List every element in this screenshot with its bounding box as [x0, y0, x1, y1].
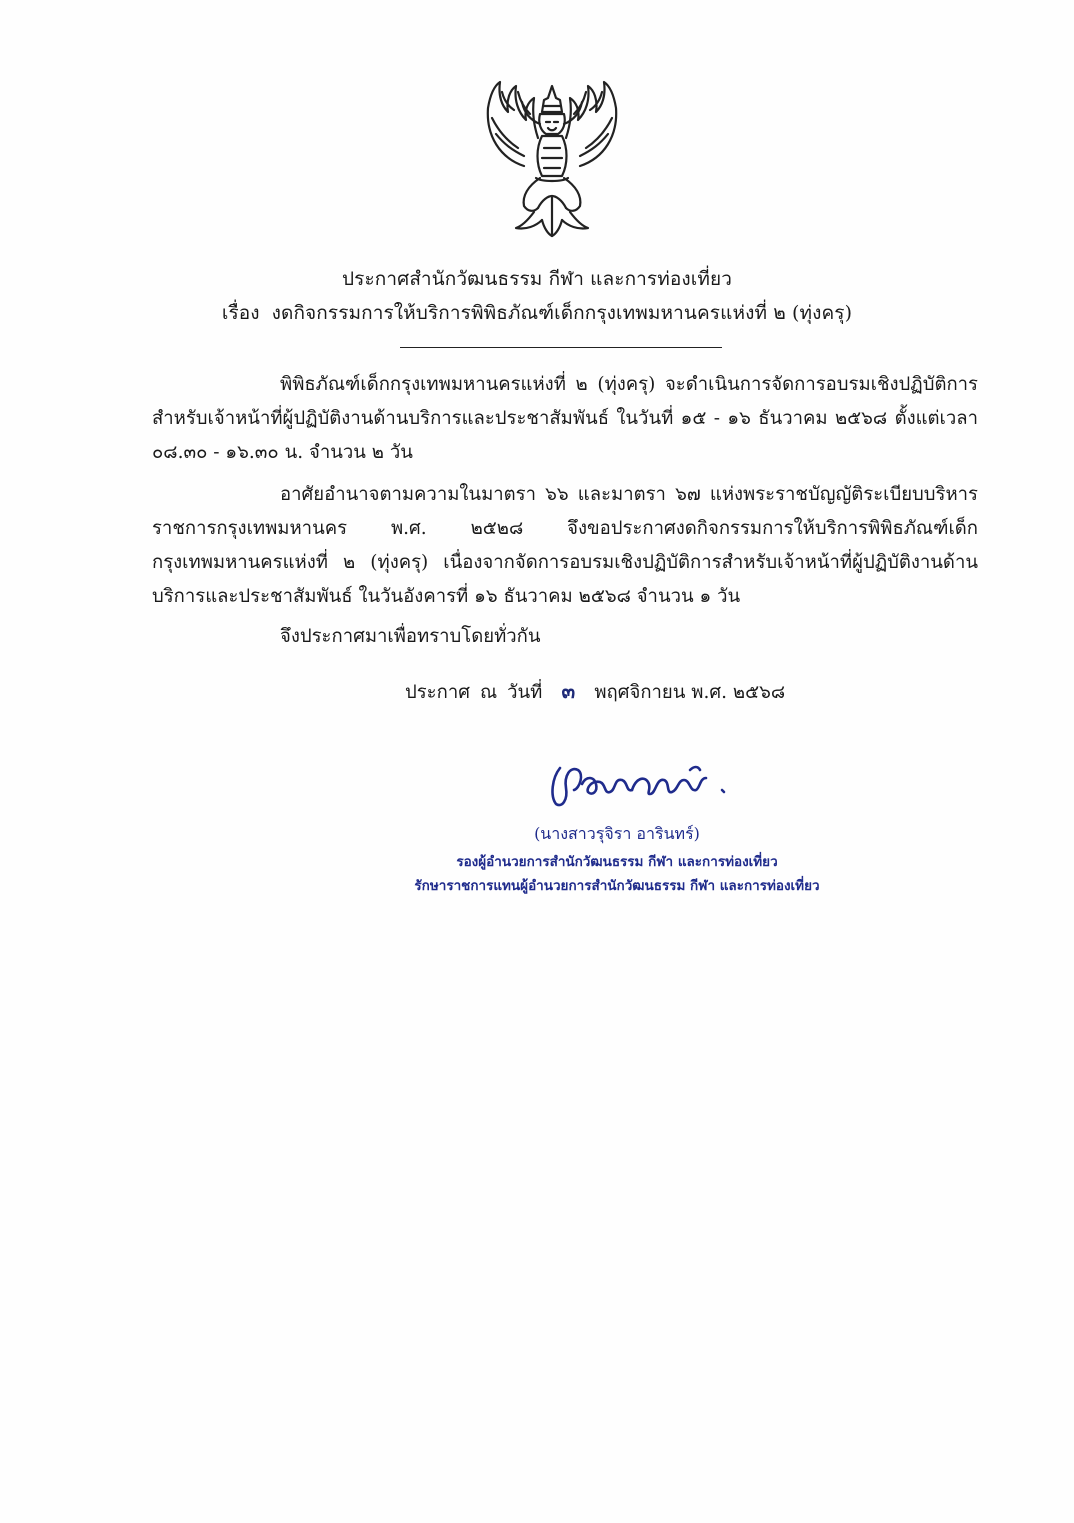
paragraph-3-text: จึงประกาศมาเพื่อทราบโดยทั่วกัน: [280, 626, 541, 647]
garuda-emblem-icon: [478, 78, 626, 238]
date-day: ๓: [561, 679, 576, 703]
paragraph-2: [152, 478, 978, 614]
issuer-title: ประกาศสำนักวัฒนธรรม กีฬา และการท่องเที่ยว: [342, 268, 732, 290]
paragraph-1-text: พิพิธภัณฑ์เด็กกรุงเทพมหานครแห่งที่ ๒ (ทุ่งครุ) จะดำเนินการจัดการอบรมเชิงปฏิบัติการสำหรับเจ้าหน้าที่ผู้ปฏิบัติงานด้านบริการและประชาสัมพันธ์ ในวันที่ ๑๕ - ๑๖ ธันวาคม ๒๕๖๘ ตั้งแต่เวลา ๐๘.๓๐ - ๑๖.๓๐ น. จำนวน ๒ วัน: [152, 374, 978, 463]
paragraph-1: [152, 368, 978, 470]
subject-label: เรื่อง: [221, 302, 260, 324]
signer-name: (นางสาวรุจิรา อารินทร์): [534, 824, 700, 843]
subject-text: งดกิจกรรมการให้บริการพิพิธภัณฑ์เด็กกรุงเทพมหานครแห่งที่ ๒ (ทุ่งครุ): [271, 302, 853, 324]
date-at: ณ: [479, 682, 498, 703]
title-divider: [400, 347, 722, 348]
paragraph-3: [152, 620, 978, 654]
date-month-year: พฤศจิกายน พ.ศ. ๒๕๖๘: [594, 682, 786, 703]
signer-position-1: รองผู้อำนวยการสำนักวัฒนธรรม กีฬา และการท่องเที่ยว: [456, 854, 778, 870]
date-prefix: ประกาศ: [405, 682, 470, 703]
handwritten-signature: [540, 748, 740, 812]
announcement-date: [405, 675, 785, 707]
subject-line: [0, 298, 1074, 328]
date-day-label: วันที่: [507, 682, 543, 703]
paragraph-2-text: อาศัยอำนาจตามความในมาตรา ๖๖ และมาตรา ๖๗ แห่งพระราชบัญญัติระเบียบบริหารราชการกรุงเทพมหานคร พ.ศ. ๒๕๒๘ จึงขอประกาศงดกิจกรรมการให้บริการพิพิธภัณฑ์เด็กกรุงเทพมหานครแห่งที่ ๒ (ทุ่งครุ) เนื่องจากจัดการอบรมเชิงปฏิบัติการสำหรับเจ้าหน้าที่ผู้ปฏิบัติงานด้านบริการและประชาสัมพันธ์ ในวันอังคารที่ ๑๖ ธันวาคม ๒๕๖๘ จำนวน ๑ วัน: [152, 484, 978, 607]
signer-position-2: รักษาราชการแทนผู้อำนวยการสำนักวัฒนธรรม กีฬา และการท่องเที่ยว: [414, 878, 820, 894]
